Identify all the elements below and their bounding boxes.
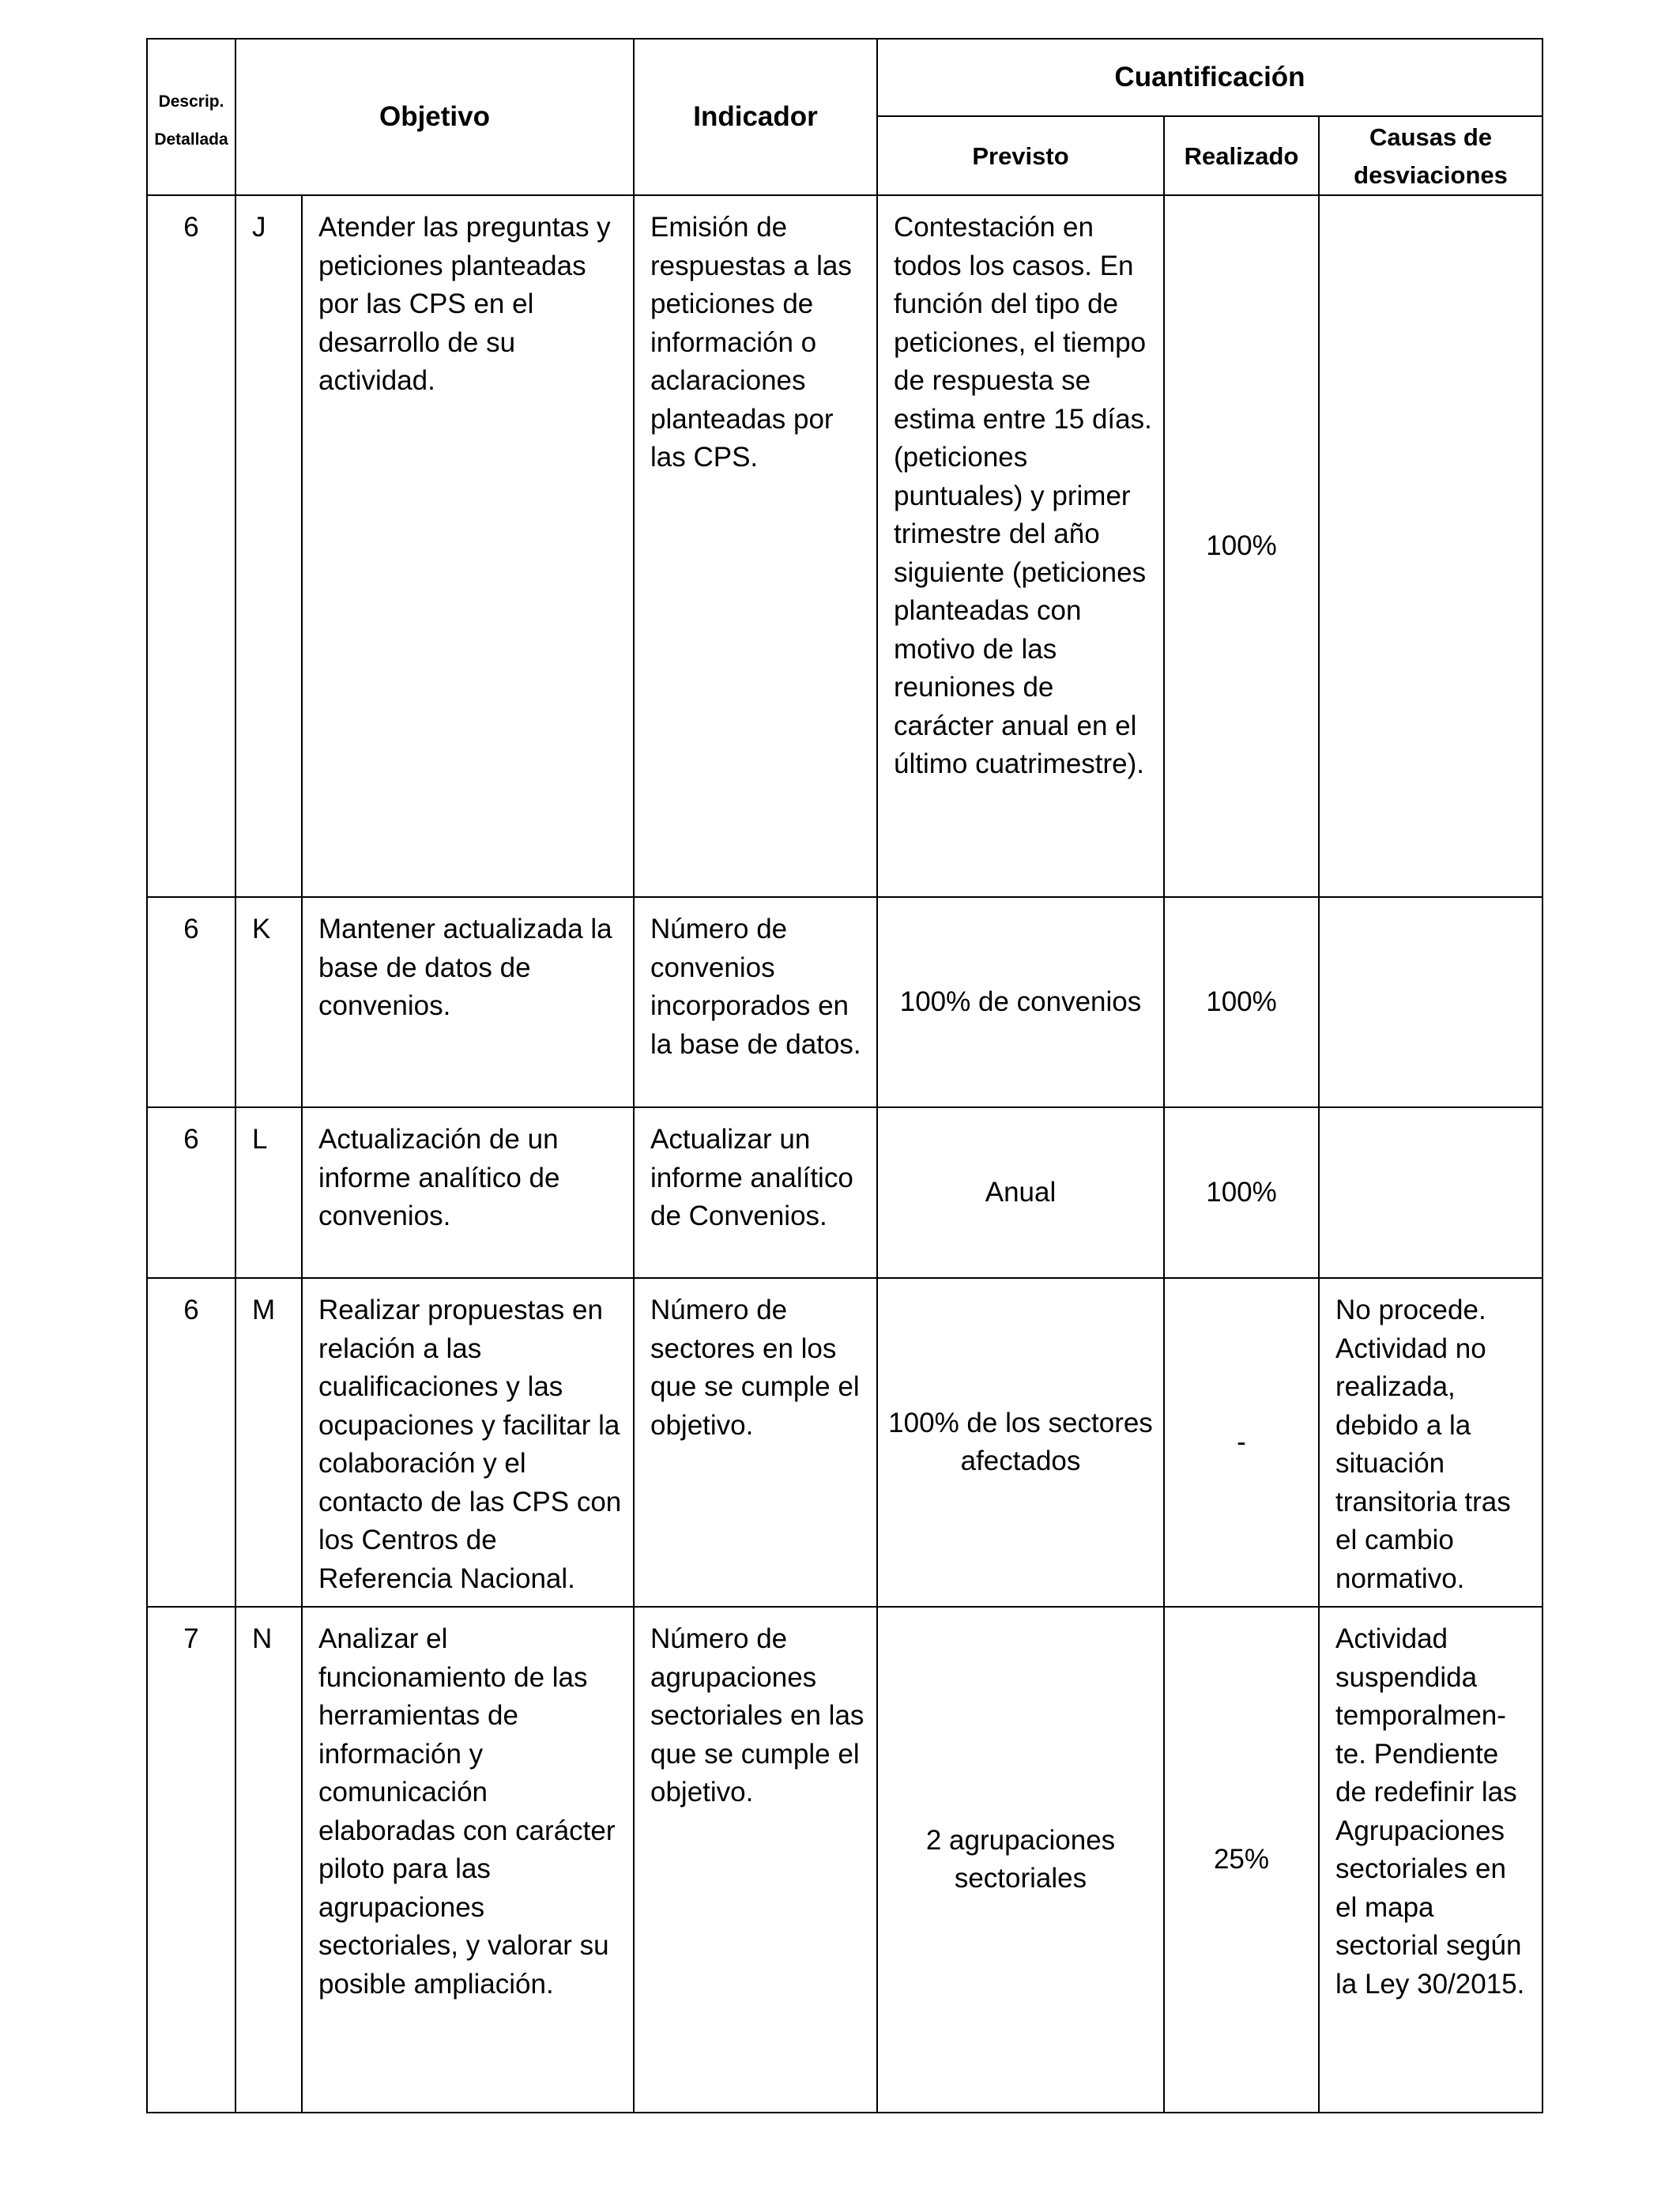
causas-cell: No procede. Actividad no realizada, debido a la situación transitoria tras el cambio normativo. <box>1319 1278 1543 1607</box>
row-letter: N <box>235 1607 302 2113</box>
table-row <box>147 1278 1543 1607</box>
row-number: 6 <box>147 897 235 1107</box>
header-realizado: Realizado <box>1164 116 1319 195</box>
row-letter: L <box>235 1107 302 1278</box>
header-previsto: Previsto <box>877 116 1164 195</box>
header-descrip: Descrip. Detallada <box>147 39 235 195</box>
row-number: 6 <box>147 1278 235 1607</box>
header-objetivo: Objetivo <box>235 39 634 195</box>
indicador-cell: Número de convenios incorporados en la base de datos. <box>634 897 877 1107</box>
header-causas: Causas de desviaciones <box>1319 116 1543 195</box>
realizado-cell: 25% <box>1164 1607 1319 2113</box>
causas-cell <box>1319 1107 1543 1278</box>
table-row <box>147 1607 1543 2113</box>
objetivo-cell: Realizar propuestas en relación a las cualificaciones y las ocupaciones y facilitar la colaboración y el contacto de las CPS con los Centros de Referencia Nacional. <box>302 1278 634 1607</box>
previsto-cell: Contestación en todos los casos. En función del tipo de peticiones, el tiempo de respuesta se estima entre 15 días. (peticiones puntuales) y primer trimestre del año siguiente (peticiones planteadas con motivo de las reuniones de carácter anual en el último cuatrimestre). <box>877 195 1164 897</box>
indicador-cell: Actualizar un informe analítico de Convenios. <box>634 1107 877 1278</box>
table-row <box>147 897 1543 1107</box>
previsto-cell: 100% de convenios <box>877 897 1164 1107</box>
row-letter: J <box>235 195 302 897</box>
indicador-cell: Número de agrupaciones sectoriales en las que se cumple el objetivo. <box>634 1607 877 2113</box>
previsto-cell: Anual <box>877 1107 1164 1278</box>
objetivo-cell: Analizar el funcionamiento de las herramientas de información y comunicación elaboradas con carácter piloto para las agrupaciones sectoriales, y valorar su posible ampliación. <box>302 1607 634 2113</box>
table-row <box>147 1107 1543 1278</box>
objetivo-cell: Atender las preguntas y peticiones planteadas por las CPS en el desarrollo de su actividad. <box>302 195 634 897</box>
indicador-cell: Número de sectores en los que se cumple el objetivo. <box>634 1278 877 1607</box>
causas-cell: Actividad suspendida temporalmen-te. Pendiente de redefinir las Agrupaciones sectoriales en el mapa sectorial según la Ley 30/2015. <box>1319 1607 1543 2113</box>
indicador-cell: Emisión de respuestas a las peticiones de información o aclaraciones planteadas por las CPS. <box>634 195 877 897</box>
previsto-cell: 100% de los sectores afectados <box>877 1278 1164 1607</box>
realizado-cell: 100% <box>1164 1107 1319 1278</box>
realizado-cell: 100% <box>1164 897 1319 1107</box>
objetivo-cell: Actualización de un informe analítico de convenios. <box>302 1107 634 1278</box>
causas-cell <box>1319 897 1543 1107</box>
realizado-cell: - <box>1164 1278 1319 1607</box>
causas-cell <box>1319 195 1543 897</box>
realizado-cell: 100% <box>1164 195 1319 897</box>
header-cuantificacion: Cuantificación <box>877 39 1543 116</box>
objectives-table <box>146 38 1543 2113</box>
objetivo-cell: Mantener actualizada la base de datos de convenios. <box>302 897 634 1107</box>
row-number: 6 <box>147 1107 235 1278</box>
row-letter: K <box>235 897 302 1107</box>
header-indicador: Indicador <box>634 39 877 195</box>
row-number: 6 <box>147 195 235 897</box>
table-row <box>147 195 1543 897</box>
row-letter: M <box>235 1278 302 1607</box>
previsto-cell: 2 agrupaciones sectoriales <box>877 1607 1164 2113</box>
row-number: 7 <box>147 1607 235 2113</box>
